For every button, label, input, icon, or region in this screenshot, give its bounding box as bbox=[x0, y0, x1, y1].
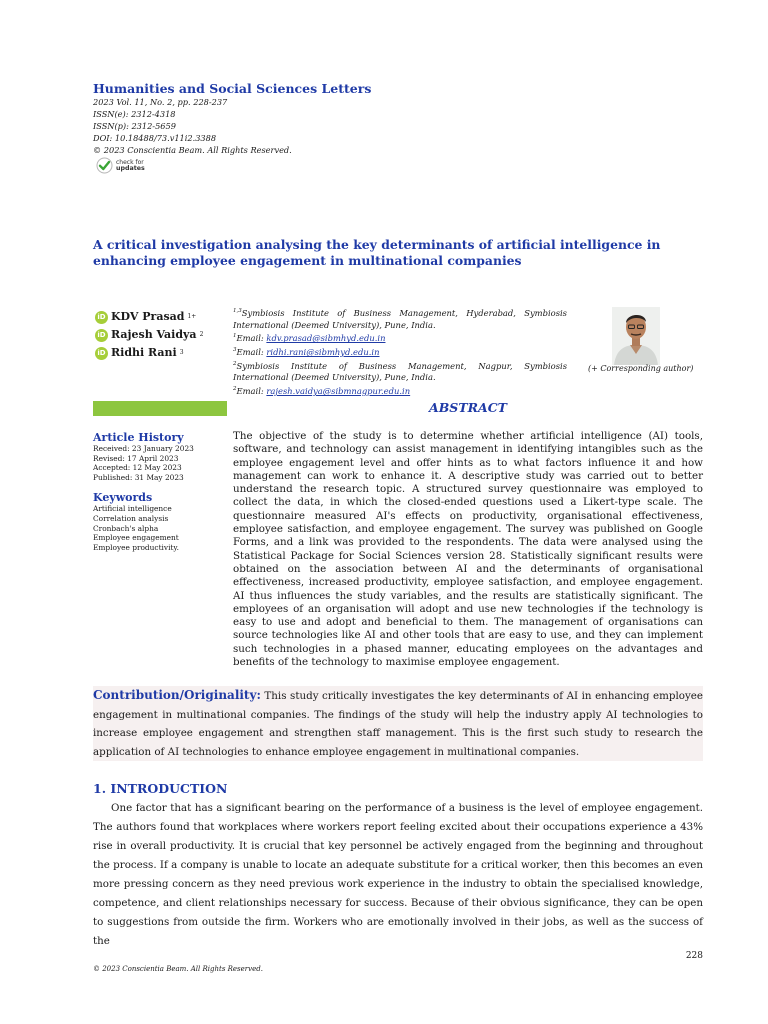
introduction-paragraph: One factor that has a significant bearing on the performance of a business is the level of employee engagement. The authors found that workplaces where workers report feeling excited about their occupations experience a 43% rise in overall productivity. It is crucial that key personnel be actively engaged from the beginning and throughout the process. If a company is unable to locate an adequate substitute for a critical worker, then this becomes an even more pressing concern as they need previous work experience in the industry to obtain the specialised knowledge, competence, and client relationships necessary for success. Because of their obvious significance, they can be open to suggestions from outside the firm. Workers who are emotionally involved in their jobs, as well as the success of the bbox=[93, 802, 703, 947]
email-2: $^2$Email: rajesh.vaidya@sibmnagpur.edu.in bbox=[233, 385, 411, 396]
page-number: 228 bbox=[685, 951, 703, 961]
contribution-label: Contribution/Originality: bbox=[93, 688, 261, 702]
keyword-item: Artificial intelligence bbox=[93, 504, 172, 514]
keyword-item: Correlation analysis bbox=[93, 513, 169, 523]
keyword-item: Cronbach's alpha bbox=[93, 523, 159, 533]
meta-volume: 2023 Vol. 11, No. 2, pp. 228-237 bbox=[93, 97, 228, 107]
history-accepted: Accepted: 12 May 2023 bbox=[93, 463, 182, 473]
affiliation-1: $^{1,3}$Symbiosis Institute of Business Management, Hyderabad, Symbiosis International (Deemed University), Pune, India. bbox=[233, 307, 567, 330]
author-sup: 3 bbox=[179, 349, 184, 356]
journal-meta bbox=[93, 97, 292, 157]
author-name: KDV Prasad bbox=[111, 310, 185, 323]
abstract-heading: ABSTRACT bbox=[429, 400, 507, 415]
email-link-3[interactable]: ridhi.rani@sibmhyd.edu.in bbox=[266, 346, 380, 357]
meta-issn-p: ISSN(p): 2312-5659 bbox=[93, 120, 176, 131]
article-info-sidebar bbox=[93, 431, 227, 552]
author-name: Rajesh Vaidya bbox=[111, 328, 197, 341]
article-title: A critical investigation analysing the key determinants of artificial intelligence in enhancing employee engagement in multinational companies bbox=[93, 237, 661, 268]
author-2 bbox=[95, 326, 203, 344]
affiliation-2: $^2$Symbiosis Institute of Business Management, Nagpur, Symbiosis International (Deemed University), Pune, India. bbox=[233, 360, 567, 383]
abstract-text: The objective of the study is to determine whether artificial intelligence (AI) tools, software, and technology can assist management in identifying intangibles such as the employee engagement level and offer hints as to what factors influence it and how management can work to enhance it. A descriptive study was carried out to better understand the research topic. A structured survey questionnaire was employed to collect the data, in which the closed-ended questions used a Likert-type scale. The questionnaire measured AI's effects on productivity, organisational effectiveness, employee satisfaction, and employee engagement. The survey was published on Google Forms, and a link was provided to the respondents. The data were analysed using the Statistical Package for Social Sciences version 28. Statistically significant results were obtained on the association between AI and the determinants of organisational effectiveness, increased productivity, employee satisfaction, and employee engagement. AI thus influences the study variables, and the results are statistically significant. The employees of an organisation will adopt and use new technologies if the technology is easy to use and adopt and beneficial to them. The management of organisations can source technologies like AI and other tools that are easy to use, and they can implement such technologies in a phased manner, educating employees on the advantages and benefits of the technology to maximise employee engagement. bbox=[233, 430, 703, 669]
author-list bbox=[95, 308, 203, 362]
author-photo bbox=[612, 307, 660, 365]
keywords-list bbox=[93, 504, 227, 552]
article-history-heading: Article History bbox=[93, 431, 184, 444]
orcid-icon[interactable]: iD bbox=[95, 347, 108, 360]
history-published: Published: 31 May 2023 bbox=[93, 472, 184, 482]
affiliations bbox=[233, 306, 567, 398]
meta-copyright: © 2023 Conscientia Beam. All Rights Reserved. bbox=[93, 144, 292, 155]
history-revised: Revised: 17 April 2023 bbox=[93, 453, 179, 463]
keywords-heading: Keywords bbox=[93, 491, 153, 505]
meta-doi: DOI: 10.18488/73.v11i2.3388 bbox=[93, 132, 217, 143]
author-name: Ridhi Rani bbox=[111, 346, 177, 359]
orcid-icon[interactable]: iD bbox=[95, 329, 108, 342]
email-1: $^1$Email: kdv.prasad@sibmhyd.edu.in bbox=[233, 333, 386, 344]
author-sup: 1+ bbox=[187, 313, 197, 320]
section-heading-introduction: 1. INTRODUCTION bbox=[93, 781, 228, 796]
badge-updates: updates bbox=[116, 164, 145, 172]
badge-check-for: check for bbox=[116, 158, 144, 166]
journal-name: Humanities and Social Sciences Letters bbox=[93, 81, 372, 96]
corresponding-author-note: (+ Corresponding author) bbox=[588, 364, 694, 373]
sidebar-accent-bar bbox=[93, 401, 227, 416]
keyword-item: Employee productivity. bbox=[93, 542, 179, 552]
contribution-box bbox=[93, 686, 703, 761]
article-history-list bbox=[93, 444, 227, 482]
check-for-updates-icon bbox=[96, 157, 113, 174]
email-link-2[interactable]: rajesh.vaidya@sibmnagpur.edu.in bbox=[266, 385, 411, 396]
keyword-item: Employee engagement bbox=[93, 533, 179, 543]
check-for-updates-badge[interactable] bbox=[96, 157, 145, 174]
footer-copyright: © 2023 Conscientia Beam. All Rights Reserved. bbox=[93, 965, 263, 973]
email-link-1[interactable]: kdv.prasad@sibmhyd.edu.in bbox=[266, 333, 386, 344]
email-3: $^3$Email: ridhi.rani@sibmhyd.edu.in bbox=[233, 346, 380, 357]
author-3 bbox=[95, 344, 203, 362]
author-1 bbox=[95, 308, 203, 326]
author-sup: 2 bbox=[199, 331, 204, 338]
contribution-text: This study critically investigates the key determinants of AI in enhancing employee engagement in multinational companies. The findings of the study will help the industry apply AI technologies to increase employee engagement and strengthen staff management. This is the first such study to research the application of AI technologies to enhance employee engagement in multinational companies. bbox=[93, 690, 703, 758]
history-received: Received: 23 January 2023 bbox=[93, 444, 194, 453]
orcid-icon[interactable]: iD bbox=[95, 311, 108, 324]
meta-issn-e: ISSN(e): 2312-4318 bbox=[93, 108, 176, 119]
